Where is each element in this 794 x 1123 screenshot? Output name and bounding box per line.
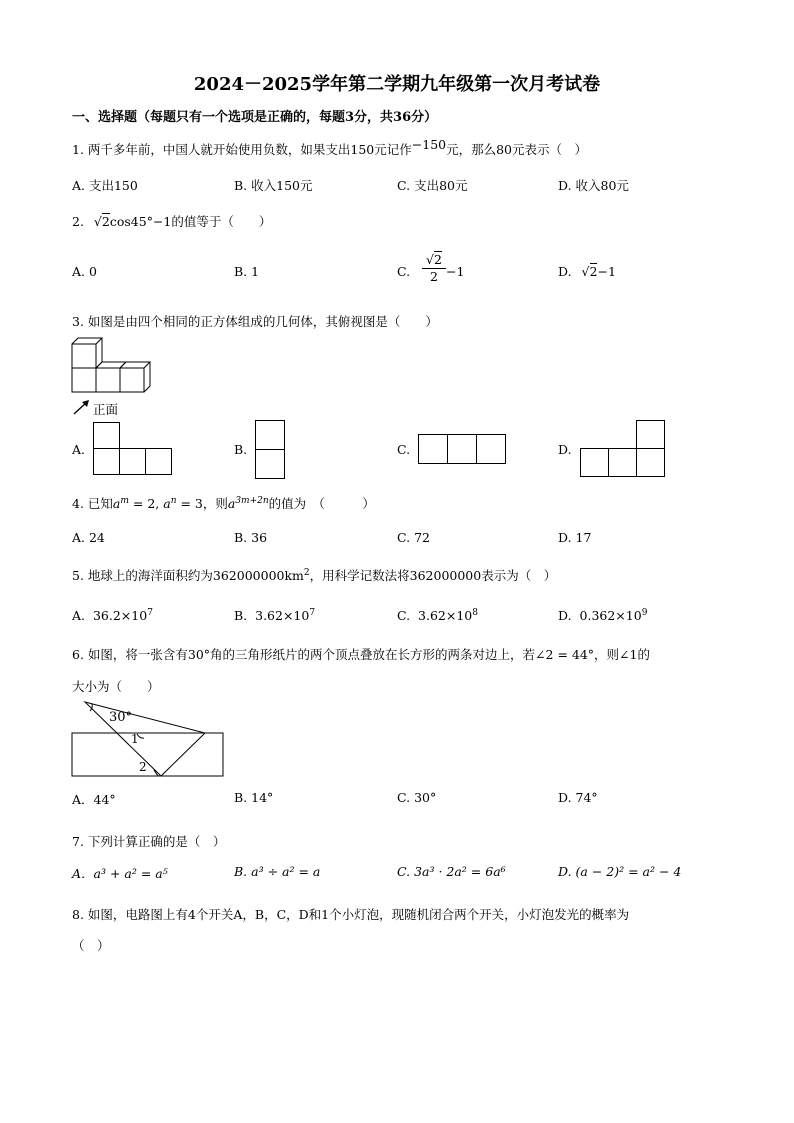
question-2-expression: cos45°−1	[109, 214, 172, 229]
q6-option-a[interactable]: A．44°	[72, 792, 116, 807]
q7-option-b[interactable]: B. a³ ÷ a² = a	[234, 864, 321, 879]
question-5-squared: 2	[303, 567, 310, 578]
q7-option-d[interactable]: D. (a − 2)² = a² − 4	[558, 864, 682, 879]
option-exponent: 8	[472, 608, 478, 618]
exponent-m: m	[120, 495, 129, 506]
q2-option-a[interactable]: A. 0	[72, 264, 97, 279]
sqrt-symbol: √2	[93, 214, 110, 229]
q6-option-b[interactable]: B. 14°	[234, 790, 274, 805]
exponent-3m2n: 3m+2n	[235, 495, 269, 506]
q3-option-d-square	[636, 420, 665, 449]
question-2-radicand: 2	[101, 214, 110, 229]
angle-label-1: 1	[131, 732, 139, 746]
question-8-line-2: （ ）	[72, 938, 110, 953]
q3-option-c-label[interactable]: C.	[397, 442, 411, 457]
q3-option-d-square	[608, 448, 637, 477]
page-title: 2024－2025学年第二学期九年级第一次月考试卷	[193, 74, 601, 95]
question-6-line-2: 大小为（ ）	[72, 679, 160, 694]
sqrt-symbol: √2	[581, 264, 598, 279]
q7-option-a[interactable]: A．a³ + a² = a⁵	[72, 866, 168, 881]
variable-a: a	[112, 496, 121, 511]
q3-cube-figure	[70, 336, 160, 398]
q4-option-d[interactable]: D. 17	[558, 530, 592, 545]
q7-option-c[interactable]: C. 3a³ · 2a² = 6a⁶	[397, 864, 506, 879]
q1-option-b[interactable]: B. 收入150元	[234, 178, 313, 193]
question-2	[72, 212, 271, 230]
option-label: D.	[558, 608, 572, 624]
q2-option-d-radicand: 2	[589, 264, 598, 279]
q3-option-a-square	[93, 448, 120, 475]
question-4-mid-2: = 3，则	[176, 496, 228, 511]
q2-option-b[interactable]: B. 1	[234, 264, 260, 279]
option-base: 3.62×10	[255, 608, 310, 624]
q3-option-b-label[interactable]: B.	[234, 442, 248, 457]
q3-option-b-square	[255, 420, 285, 450]
option-label: A.	[72, 608, 86, 624]
q5-option-b[interactable]	[234, 608, 315, 623]
q2-option-c-tail: −1	[446, 264, 465, 279]
q1-option-a[interactable]: A. 支出150	[72, 178, 138, 193]
q6-triangle-figure	[70, 700, 230, 780]
q4-option-a[interactable]: A. 24	[72, 530, 105, 545]
option-exponent: 7	[147, 608, 153, 618]
q3-option-a-square	[145, 448, 172, 475]
question-4-tail: 的值为 （ ）	[268, 496, 375, 511]
q3-option-a-square	[119, 448, 146, 475]
q3-option-c-square	[476, 434, 506, 464]
exponent-n: n	[170, 495, 177, 506]
option-base: 3.62×10	[418, 608, 473, 624]
question-5	[72, 566, 556, 584]
q3-option-b-square	[255, 449, 285, 479]
q3-option-a-square	[93, 422, 120, 449]
question-2-number: 2.	[72, 214, 84, 229]
angle-label-2: 2	[139, 760, 147, 774]
option-exponent: 9	[641, 608, 648, 618]
q2-option-d-label: D.	[558, 264, 572, 279]
question-1	[72, 137, 588, 158]
question-3: 3. 如图是由四个相同的正方体组成的几何体，其俯视图是（ ）	[72, 314, 438, 329]
q3-option-d-square	[636, 448, 665, 477]
q2-option-d[interactable]	[558, 264, 616, 279]
q5-option-d[interactable]	[558, 608, 647, 623]
angle-label-30: 30°	[109, 710, 133, 725]
front-label: 正面	[93, 402, 119, 417]
option-label: C.	[397, 608, 411, 624]
option-exponent: 7	[309, 608, 316, 618]
q2-option-c[interactable]	[397, 264, 410, 279]
question-1-neg-value: −150	[411, 137, 447, 152]
q4-option-b[interactable]: B. 36	[234, 530, 268, 545]
question-1-text-b: 元，那么80元表示（ ）	[446, 142, 588, 157]
q6-option-d[interactable]: D. 74°	[558, 790, 598, 805]
option-base: 36.2×10	[92, 608, 148, 624]
question-5-text-b: ，用科学记数法将362000000表示为（ ）	[309, 568, 557, 583]
q6-option-c[interactable]: C. 30°	[397, 790, 437, 805]
option-base: 0.362×10	[579, 608, 642, 624]
question-2-tail: 的值等于（ ）	[171, 214, 272, 229]
q1-option-c[interactable]: C. 支出80元	[397, 178, 468, 193]
q4-option-c[interactable]: C. 72	[397, 530, 430, 545]
q3-option-d-square	[580, 448, 609, 477]
question-1-text-a: 1. 两千多年前，中国人就开始使用负数，如果支出150元记作	[72, 142, 412, 157]
variable-a: a	[227, 496, 236, 511]
front-arrow-icon	[72, 398, 92, 416]
fraction-denominator: 2	[430, 269, 438, 284]
section-heading: 一、选择题（每题只有一个选项是正确的，每题3分，共36分）	[72, 110, 438, 125]
q5-option-a[interactable]	[72, 608, 153, 623]
question-4-prefix: 4. 已知	[72, 496, 113, 511]
q2-option-c-label: C.	[397, 264, 411, 279]
numerator-radicand: 2	[434, 252, 442, 267]
q5-option-c[interactable]	[397, 608, 478, 623]
q3-option-c-square	[418, 434, 448, 464]
q3-option-d-label[interactable]: D.	[558, 442, 572, 457]
q2-option-c-fraction	[422, 252, 446, 284]
fraction-numerator: √2	[422, 252, 446, 269]
option-label: B.	[234, 608, 248, 624]
question-4	[72, 494, 375, 512]
q3-option-c-square	[447, 434, 477, 464]
question-6-line-1: 6. 如图，将一张含有30°角的三角形纸片的两个顶点叠放在长方形的两条对边上，若∠2 = 44°，则∠1的	[72, 647, 650, 662]
question-5-text-a: 5. 地球上的海洋面积约为362000000km	[72, 568, 304, 583]
q3-option-a-label[interactable]: A.	[72, 442, 86, 457]
q2-option-d-tail: −1	[597, 264, 616, 279]
question-8-line-1: 8. 如图，电路图上有4个开关A，B，C，D和1个小灯泡，现随机闭合两个开关，小灯泡发光的概率为	[72, 907, 630, 922]
variable-a: a	[163, 496, 171, 511]
q1-option-d[interactable]: D. 收入80元	[558, 178, 629, 193]
question-4-mid-1: = 2,	[128, 496, 164, 511]
question-7: 7. 下列计算正确的是（ ）	[72, 834, 226, 849]
